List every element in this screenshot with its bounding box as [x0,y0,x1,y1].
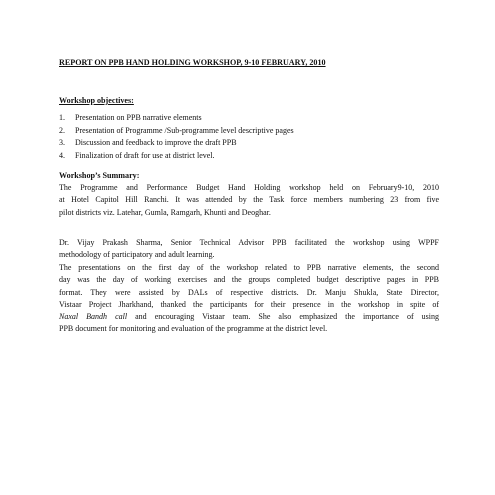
paragraph-line: The presentations on the first day of the workshop related to PPB narrative elements, the second [59,263,439,272]
objective-number: 1. [59,113,65,122]
objective-text: Discussion and feedback to improve the draft PPB [75,138,237,147]
paragraph-line: PPB document for monitoring and evaluation of the programme at the district level. [59,324,328,334]
objective-text: Finalization of draft for use at district level. [75,150,215,160]
objectives-heading: Workshop objectives: [59,96,134,105]
paragraph-line: day was the day of working exercises and the groups completed budget descriptive pages in PPB [59,275,439,285]
paragraph-line: pilot districts viz. Latehar, Gumla, Ramgarh, Khunti and Deoghar. [59,207,271,217]
paragraph-line: The Programme and Performance Budget Hand Holding workshop held on February9-10, 2010 [59,183,439,192]
objective-text: Presentation of Programme /Sub-programme level descriptive pages [75,125,294,135]
paragraph-line: Dr. Vijay Prakash Sharma, Senior Technical Advisor PPB facilitated the workshop using WPPF [59,238,439,247]
paragraph-line-rest: and encouraging Vistaar team. She also emphasized the importance of using [127,312,439,322]
summary-paragraph-1 [59,182,439,219]
objective-item [59,125,294,138]
report-title: REPORT ON PPB HAND HOLDING WORKSHOP, 9-10 FEBRUARY, 2010 [59,58,326,67]
paragraph-line: format. They were assisted by DALs of respective districts. Dr. Manju Shukla, State Director, [59,287,439,297]
objective-number: 4. [59,150,65,160]
paragraph-line: at Hotel Capitol Hill Ranchi. It was attended by the Task force members numbering 23 from five [59,195,439,205]
summary-paragraph-3 [59,262,439,336]
paragraph-line [59,311,439,323]
summary-paragraph-2 [59,237,439,262]
paragraph-line: Vistaar Project Jharkhand, thanked the participants for their presence in the workshop in spite of [59,299,439,309]
objectives-list [59,112,294,162]
summary-heading: Workshop’s Summary: [59,171,140,180]
naxal-bandh-phrase: Naxal Bandh call [59,312,128,322]
objective-number: 2. [59,125,65,135]
objective-text: Presentation on PPB narrative elements [75,113,202,122]
objective-number: 3. [59,138,65,147]
objective-item [59,112,294,125]
paragraph-line: methodology of participatory and adult learning. [59,250,215,260]
objective-item [59,137,294,150]
objective-item [59,150,294,163]
